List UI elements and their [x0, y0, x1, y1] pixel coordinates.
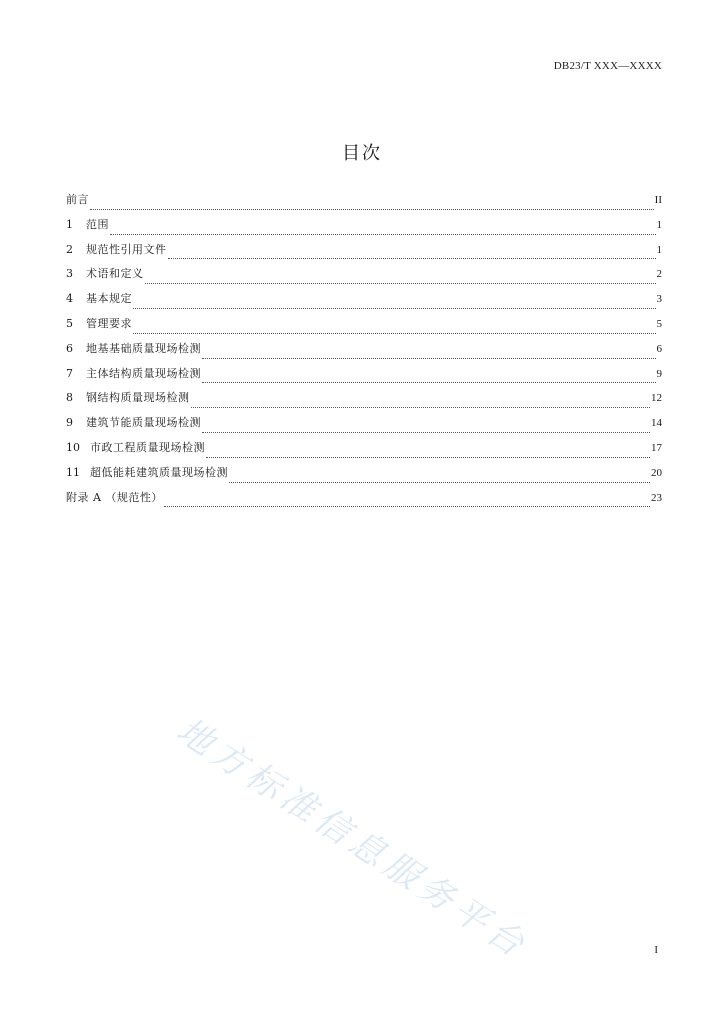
toc-entry-page: 1	[656, 218, 662, 231]
toc-leader-dots	[133, 333, 656, 334]
toc-leader-dots	[202, 432, 650, 433]
toc-entry-label: 市政工程质量现场检测	[90, 440, 205, 454]
page-number: I	[654, 944, 658, 956]
toc-leader-dots	[110, 234, 656, 235]
toc-entry-label: 术语和定义	[86, 267, 144, 281]
toc-entry-page: 23	[651, 491, 662, 504]
toc-leader-dots	[164, 506, 650, 507]
toc-leader-dots	[133, 308, 656, 309]
toc-entry-appendix-a[interactable]	[66, 489, 662, 514]
toc-entry-label: 建筑节能质量现场检测	[86, 416, 201, 430]
toc-leader-dots	[168, 258, 656, 259]
document-code: DB23/T XXX—XXXX	[553, 60, 662, 72]
toc-entry-page: 2	[656, 268, 662, 281]
toc-entry-number: 3	[66, 267, 73, 281]
toc-entry-label: 钢结构质量现场检测	[86, 391, 190, 405]
toc-entry-page: 17	[651, 441, 662, 454]
toc-leader-dots	[206, 457, 650, 458]
toc-leader-dots	[145, 283, 656, 284]
toc-entry-label: 附录 A （规范性）	[66, 490, 163, 504]
toc-entry-4[interactable]	[66, 290, 662, 315]
toc-entry-number: 6	[66, 341, 73, 355]
toc-entry-number: 8	[66, 391, 73, 405]
toc-entry-8[interactable]	[66, 389, 662, 414]
toc-entry-number: 11	[66, 465, 80, 479]
toc-entry-label: 管理要求	[86, 316, 132, 330]
toc-entry-7[interactable]	[66, 365, 662, 390]
toc-entry-number: 5	[66, 316, 73, 330]
toc-entry-label: 规范性引用文件	[86, 242, 167, 256]
toc-entry-page: 9	[656, 367, 662, 380]
toc-entry-number: 2	[66, 242, 73, 256]
toc-leader-dots	[202, 382, 656, 383]
toc-entry-page: 12	[651, 392, 662, 405]
toc-entry-number: 10	[66, 440, 80, 454]
toc-entry-number: 9	[66, 416, 73, 430]
toc-leader-dots	[90, 209, 654, 210]
toc-leader-dots	[191, 407, 651, 408]
toc-entry-page: 20	[651, 466, 662, 479]
toc-leader-dots	[229, 482, 650, 483]
toc-entry-label: 范围	[86, 217, 109, 231]
toc-entry-page: 1	[656, 243, 662, 256]
toc-entry-label: 主体结构质量现场检测	[86, 366, 201, 380]
toc-entry-6[interactable]	[66, 340, 662, 365]
toc-entry-11[interactable]	[66, 464, 662, 489]
toc-entry-2[interactable]	[66, 241, 662, 266]
toc-entry-page: 3	[656, 293, 662, 306]
toc-entry-number: 7	[66, 366, 73, 380]
toc-entry-foreword[interactable]	[66, 191, 662, 216]
toc-entry-page: 5	[656, 317, 662, 330]
toc-entry-3[interactable]	[66, 265, 662, 290]
toc-entry-page: II	[654, 194, 662, 206]
toc-entry-label: 基本规定	[86, 292, 132, 306]
toc-entry-label: 前言	[66, 193, 89, 206]
toc-entry-10[interactable]	[66, 439, 662, 464]
toc-entry-label: 地基基础质量现场检测	[86, 341, 201, 355]
toc-entry-number: 1	[66, 217, 73, 231]
toc-entry-label: 超低能耗建筑质量现场检测	[90, 465, 228, 479]
table-of-contents	[66, 191, 662, 513]
toc-leader-dots	[202, 358, 656, 359]
toc-entry-1[interactable]	[66, 216, 662, 241]
page-title: 目次	[342, 143, 382, 164]
toc-entry-9[interactable]	[66, 414, 662, 439]
watermark: 地方标准信息服务平台	[169, 710, 536, 968]
toc-entry-number: 4	[66, 292, 73, 306]
toc-entry-page: 6	[656, 342, 662, 355]
toc-entry-5[interactable]	[66, 315, 662, 340]
toc-entry-page: 14	[651, 417, 662, 430]
